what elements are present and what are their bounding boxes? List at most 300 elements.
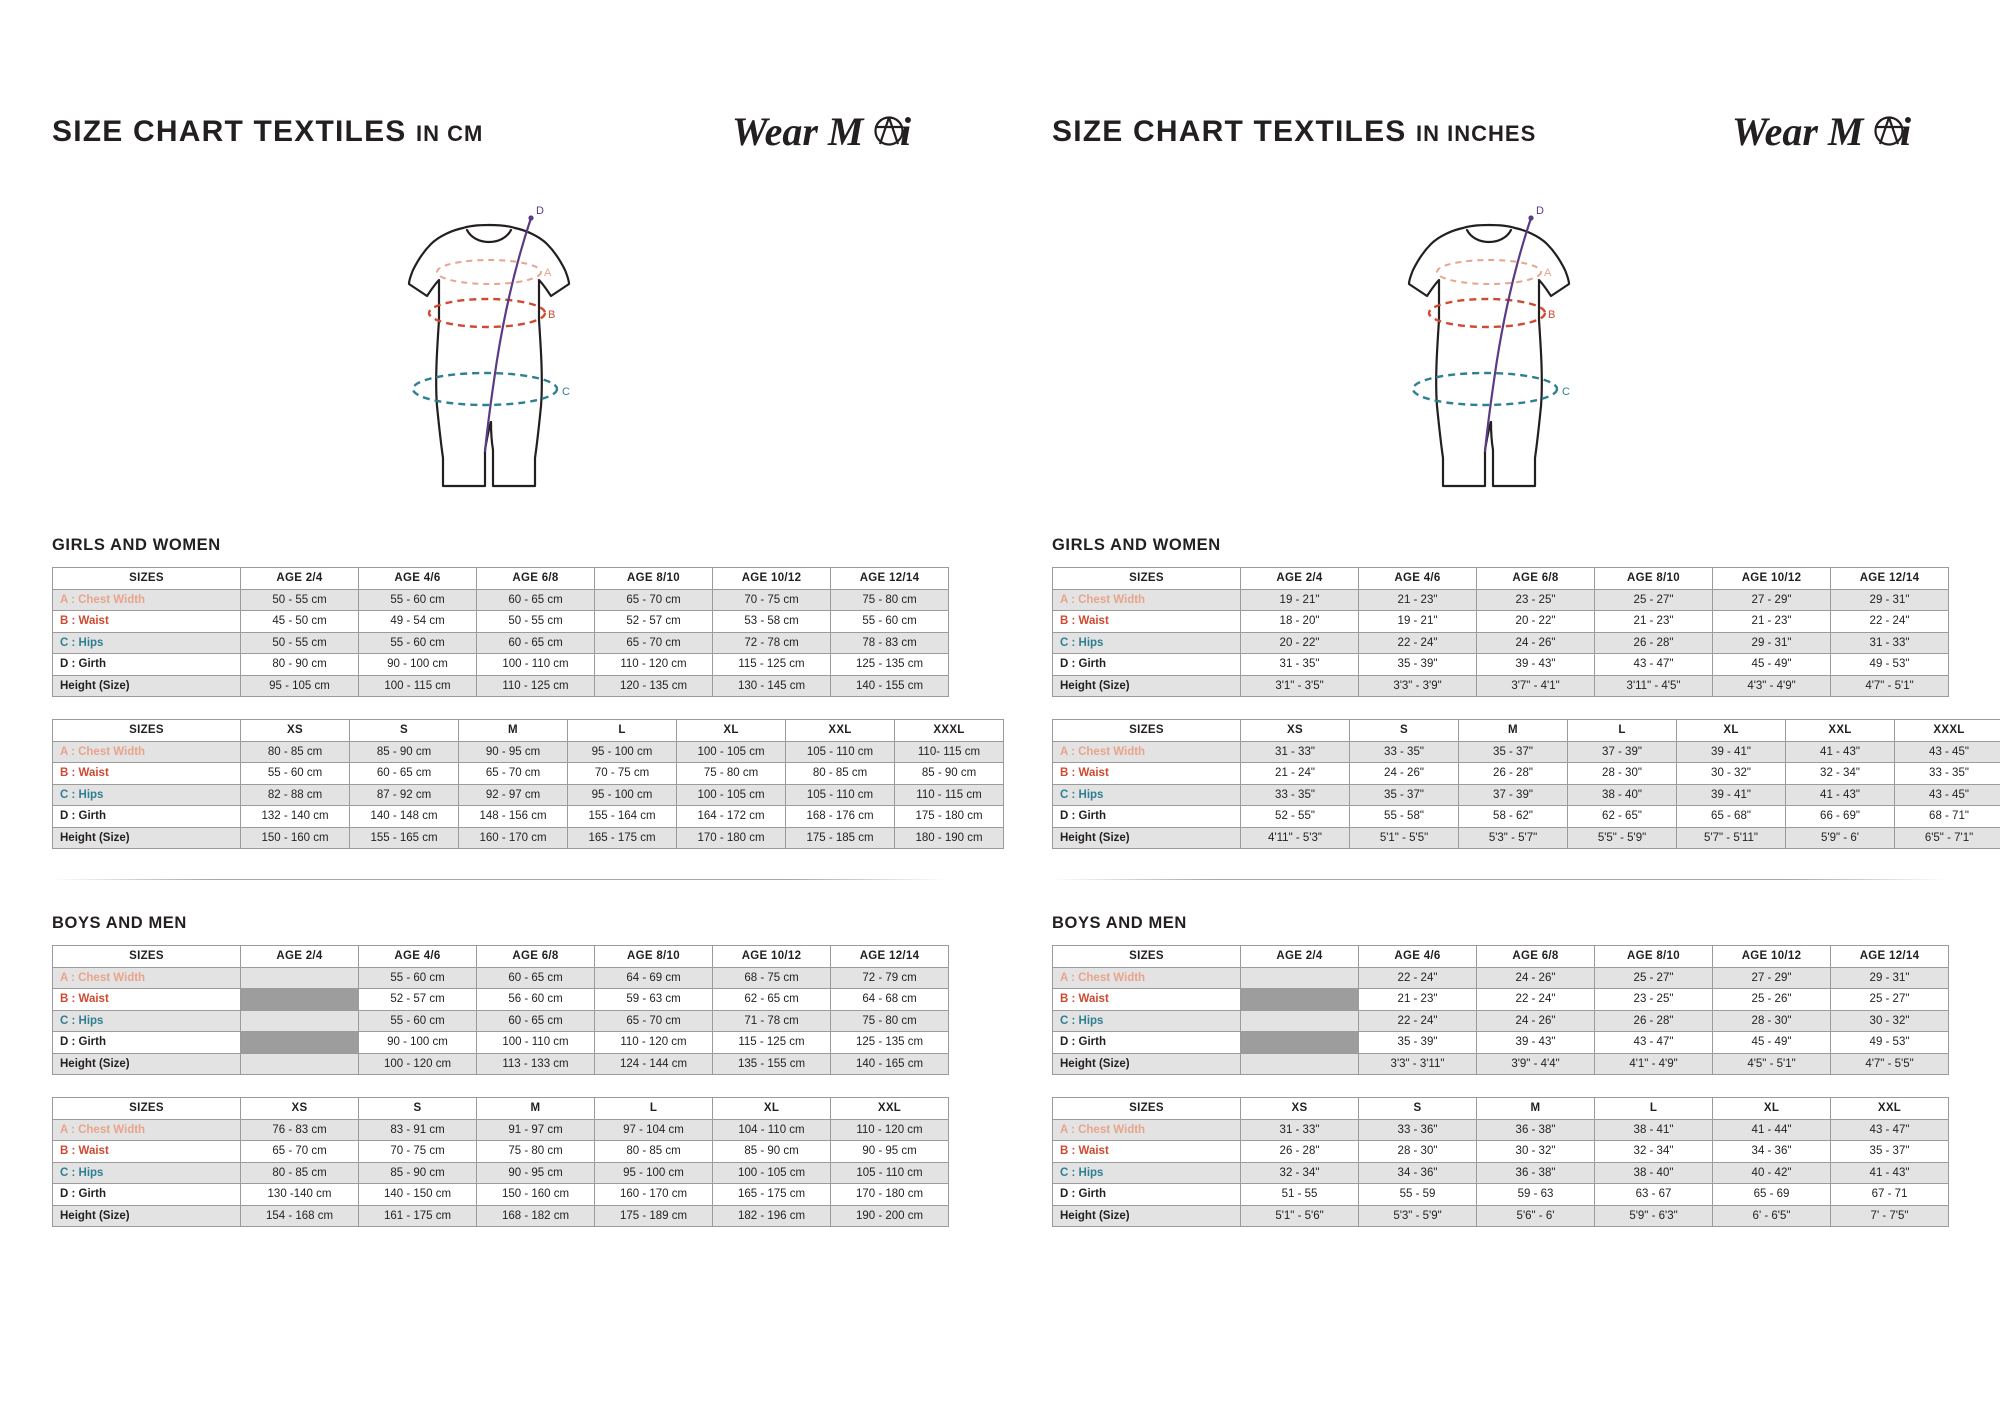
cell: 72 - 79 cm bbox=[831, 967, 949, 989]
cell: 65 - 70 cm bbox=[595, 1010, 713, 1032]
brand-logo-cm bbox=[732, 105, 948, 159]
cell: 70 - 75 cm bbox=[568, 763, 677, 785]
cell: 175 - 180 cm bbox=[895, 806, 1004, 828]
cell: 75 - 80 cm bbox=[831, 589, 949, 611]
table-row bbox=[53, 1141, 949, 1163]
table-header-row bbox=[53, 568, 949, 590]
cell: 75 - 80 cm bbox=[831, 1010, 949, 1032]
cell: 95 - 100 cm bbox=[568, 784, 677, 806]
title-main-inches: SIZE CHART TEXTILES bbox=[1052, 115, 1407, 148]
table-row bbox=[1053, 1162, 1949, 1184]
cell: 72 - 78 cm bbox=[713, 632, 831, 654]
col-header: XL bbox=[677, 720, 786, 742]
cell: 28 - 30" bbox=[1359, 1141, 1477, 1163]
table-row bbox=[53, 1162, 949, 1184]
cell: 39 - 43" bbox=[1477, 654, 1595, 676]
col-header: AGE 4/6 bbox=[1359, 946, 1477, 968]
cell: 6'5" - 7'1" bbox=[1895, 827, 2000, 849]
col-header: M bbox=[1477, 1098, 1595, 1120]
section-heading-girls-inches: GIRLS AND WOMEN bbox=[1052, 536, 1221, 554]
table-row bbox=[53, 1205, 949, 1227]
cell-blocked bbox=[1241, 967, 1359, 989]
col-header: AGE 6/8 bbox=[477, 946, 595, 968]
cell: 65 - 70 cm bbox=[595, 589, 713, 611]
col-header: XXXL bbox=[1895, 720, 2000, 742]
col-header: S bbox=[1350, 720, 1459, 742]
row-label: C : Hips bbox=[53, 632, 241, 654]
cell: 62 - 65 cm bbox=[713, 989, 831, 1011]
col-header: AGE 10/12 bbox=[713, 946, 831, 968]
svg-text:Wear M: Wear M bbox=[732, 109, 864, 154]
col-header: SIZES bbox=[53, 946, 241, 968]
cell: 63 - 67 bbox=[1595, 1184, 1713, 1206]
cell: 155 - 164 cm bbox=[568, 806, 677, 828]
cell: 43 - 47" bbox=[1831, 1119, 1949, 1141]
cell: 19 - 21" bbox=[1359, 611, 1477, 633]
table-row bbox=[53, 967, 949, 989]
cell: 25 - 27" bbox=[1595, 589, 1713, 611]
cell: 55 - 58" bbox=[1350, 806, 1459, 828]
cell: 150 - 160 cm bbox=[241, 827, 350, 849]
cell: 43 - 47" bbox=[1595, 654, 1713, 676]
cell: 23 - 25" bbox=[1595, 989, 1713, 1011]
cell: 70 - 75 cm bbox=[359, 1141, 477, 1163]
table-row bbox=[53, 806, 1004, 828]
cell-blocked bbox=[241, 967, 359, 989]
section-boys-men-inches bbox=[1052, 914, 1948, 1227]
row-label: A : Chest Width bbox=[53, 589, 241, 611]
cell: 65 - 69 bbox=[1713, 1184, 1831, 1206]
cell: 60 - 65 cm bbox=[350, 763, 459, 785]
row-label: D : Girth bbox=[53, 654, 241, 676]
cell: 39 - 43" bbox=[1477, 1032, 1595, 1054]
cell: 78 - 83 cm bbox=[831, 632, 949, 654]
cell: 43 - 45" bbox=[1895, 741, 2000, 763]
section-heading-boys-inches: BOYS AND MEN bbox=[1052, 914, 1187, 932]
cell: 110 - 120 cm bbox=[595, 1032, 713, 1054]
figure-label-c: C bbox=[562, 386, 570, 398]
cell: 95 - 100 cm bbox=[595, 1162, 713, 1184]
figure-label-b: B bbox=[1548, 309, 1556, 321]
cell: 31 - 33" bbox=[1241, 1119, 1359, 1141]
cell: 90 - 95 cm bbox=[477, 1162, 595, 1184]
cell: 26 - 28" bbox=[1241, 1141, 1359, 1163]
cell: 80 - 85 cm bbox=[786, 763, 895, 785]
cell: 168 - 182 cm bbox=[477, 1205, 595, 1227]
col-header: XL bbox=[1677, 720, 1786, 742]
col-header: M bbox=[1459, 720, 1568, 742]
cell: 24 - 26" bbox=[1477, 967, 1595, 989]
cell: 39 - 41" bbox=[1677, 784, 1786, 806]
cell: 55 - 59 bbox=[1359, 1184, 1477, 1206]
cell: 65 - 70 cm bbox=[241, 1141, 359, 1163]
row-label: B : Waist bbox=[53, 763, 241, 785]
cell: 110- 115 cm bbox=[895, 741, 1004, 763]
cell: 168 - 176 cm bbox=[786, 806, 895, 828]
row-label: D : Girth bbox=[53, 1184, 241, 1206]
row-label: B : Waist bbox=[1053, 989, 1241, 1011]
cell: 53 - 58 cm bbox=[713, 611, 831, 633]
table-girls-age-cm bbox=[52, 567, 949, 697]
cell: 38 - 41" bbox=[1595, 1119, 1713, 1141]
cell: 64 - 69 cm bbox=[595, 967, 713, 989]
table-row bbox=[1053, 675, 1949, 697]
cell: 100 - 110 cm bbox=[477, 1032, 595, 1054]
table-row bbox=[53, 741, 1004, 763]
row-label: B : Waist bbox=[53, 611, 241, 633]
cell: 148 - 156 cm bbox=[459, 806, 568, 828]
table-row bbox=[1053, 784, 2000, 806]
col-header: AGE 10/12 bbox=[1713, 568, 1831, 590]
table-row bbox=[53, 763, 1004, 785]
cell: 3'3" - 3'11" bbox=[1359, 1053, 1477, 1075]
table-row bbox=[1053, 632, 1949, 654]
row-label: B : Waist bbox=[1053, 611, 1241, 633]
row-label: Height (Size) bbox=[1053, 1205, 1241, 1227]
row-label: B : Waist bbox=[53, 1141, 241, 1163]
cell: 140 - 155 cm bbox=[831, 675, 949, 697]
table-header-row bbox=[1053, 946, 1949, 968]
col-header: XS bbox=[241, 720, 350, 742]
col-header: AGE 4/6 bbox=[359, 568, 477, 590]
cell: 23 - 25" bbox=[1477, 589, 1595, 611]
col-header: M bbox=[459, 720, 568, 742]
cell: 110 - 125 cm bbox=[477, 675, 595, 697]
cell: 182 - 196 cm bbox=[713, 1205, 831, 1227]
cell: 29 - 31" bbox=[1831, 967, 1949, 989]
cell: 68 - 75 cm bbox=[713, 967, 831, 989]
table-row bbox=[53, 1053, 949, 1075]
cell: 65 - 70 cm bbox=[459, 763, 568, 785]
cell: 155 - 165 cm bbox=[350, 827, 459, 849]
cell: 49 - 54 cm bbox=[359, 611, 477, 633]
cell: 41 - 43" bbox=[1786, 741, 1895, 763]
cell: 5'7" - 5'11" bbox=[1677, 827, 1786, 849]
row-label: C : Hips bbox=[53, 1162, 241, 1184]
table-row bbox=[53, 1119, 949, 1141]
cell: 190 - 200 cm bbox=[831, 1205, 949, 1227]
col-header: L bbox=[1595, 1098, 1713, 1120]
table-row bbox=[53, 1032, 949, 1054]
cell: 41 - 43" bbox=[1786, 784, 1895, 806]
cell: 95 - 100 cm bbox=[568, 741, 677, 763]
cell: 22 - 24" bbox=[1359, 1010, 1477, 1032]
table-boys-age-inches bbox=[1052, 945, 1949, 1075]
cell: 35 - 39" bbox=[1359, 1032, 1477, 1054]
cell: 30 - 32" bbox=[1831, 1010, 1949, 1032]
table-row bbox=[1053, 827, 2000, 849]
cell: 4'1" - 4'9" bbox=[1595, 1053, 1713, 1075]
cell: 175 - 189 cm bbox=[595, 1205, 713, 1227]
cell: 35 - 37" bbox=[1350, 784, 1459, 806]
row-label: A : Chest Width bbox=[1053, 967, 1241, 989]
cell: 67 - 71 bbox=[1831, 1184, 1949, 1206]
body-diagram-inches bbox=[1052, 200, 1948, 530]
col-header: L bbox=[1568, 720, 1677, 742]
cell: 27 - 29" bbox=[1713, 967, 1831, 989]
col-header: AGE 12/14 bbox=[1831, 568, 1949, 590]
cell: 100 - 105 cm bbox=[677, 784, 786, 806]
cell: 21 - 23" bbox=[1359, 589, 1477, 611]
cell: 32 - 34" bbox=[1241, 1162, 1359, 1184]
cell: 55 - 60 cm bbox=[359, 589, 477, 611]
cell: 18 - 20" bbox=[1241, 611, 1359, 633]
cell: 55 - 60 cm bbox=[241, 763, 350, 785]
figure-label-c: C bbox=[1562, 386, 1570, 398]
col-header: XS bbox=[1241, 1098, 1359, 1120]
cell: 38 - 40" bbox=[1568, 784, 1677, 806]
cell: 140 - 148 cm bbox=[350, 806, 459, 828]
cell: 45 - 49" bbox=[1713, 1032, 1831, 1054]
col-header: XXXL bbox=[895, 720, 1004, 742]
cell: 55 - 60 cm bbox=[359, 632, 477, 654]
title-unit-inches: IN INCHES bbox=[1416, 121, 1537, 146]
cell: 26 - 28" bbox=[1595, 1010, 1713, 1032]
svg-text:Wear M: Wear M bbox=[1732, 109, 1864, 154]
col-header: AGE 10/12 bbox=[713, 568, 831, 590]
body-diagram-cm bbox=[52, 200, 948, 530]
cell: 3'3" - 3'9" bbox=[1359, 675, 1477, 697]
cell: 20 - 22" bbox=[1241, 632, 1359, 654]
cell: 5'5" - 5'9" bbox=[1568, 827, 1677, 849]
cell: 100 - 110 cm bbox=[477, 654, 595, 676]
cell: 90 - 100 cm bbox=[359, 1032, 477, 1054]
table-girls-age-inches bbox=[1052, 567, 1949, 697]
cell-blocked bbox=[1241, 989, 1359, 1011]
row-label: C : Hips bbox=[1053, 1010, 1241, 1032]
cell: 3'11" - 4'5" bbox=[1595, 675, 1713, 697]
table-header-row bbox=[1053, 568, 1949, 590]
row-label: D : Girth bbox=[1053, 1184, 1241, 1206]
cell: 40 - 42" bbox=[1713, 1162, 1831, 1184]
cell: 165 - 175 cm bbox=[568, 827, 677, 849]
panel-header-inches bbox=[1052, 0, 1948, 158]
cell: 170 - 180 cm bbox=[677, 827, 786, 849]
cell: 35 - 37" bbox=[1459, 741, 1568, 763]
figure-label-a: A bbox=[1544, 267, 1552, 279]
section-divider-cm bbox=[52, 879, 948, 880]
cell: 28 - 30" bbox=[1568, 763, 1677, 785]
col-header: XXL bbox=[831, 1098, 949, 1120]
cell: 7' - 7'5" bbox=[1831, 1205, 1949, 1227]
cell: 24 - 26" bbox=[1477, 632, 1595, 654]
cell: 22 - 24" bbox=[1477, 989, 1595, 1011]
table-row bbox=[53, 654, 949, 676]
col-header: L bbox=[568, 720, 677, 742]
row-label: B : Waist bbox=[1053, 1141, 1241, 1163]
cell: 50 - 55 cm bbox=[477, 611, 595, 633]
cell: 31 - 35" bbox=[1241, 654, 1359, 676]
cell: 92 - 97 cm bbox=[459, 784, 568, 806]
section-divider-inches bbox=[1052, 879, 1948, 880]
cell: 34 - 36" bbox=[1713, 1141, 1831, 1163]
col-header: AGE 8/10 bbox=[595, 568, 713, 590]
cell: 5'9" - 6' bbox=[1786, 827, 1895, 849]
row-label: C : Hips bbox=[1053, 784, 1241, 806]
table-row bbox=[1053, 1053, 1949, 1075]
section-girls-women-inches bbox=[1052, 536, 1974, 849]
col-header: SIZES bbox=[1053, 720, 1241, 742]
cell: 58 - 62" bbox=[1459, 806, 1568, 828]
cell: 41 - 44" bbox=[1713, 1119, 1831, 1141]
table-girls-size-cm bbox=[52, 719, 1004, 849]
cell: 30 - 32" bbox=[1477, 1141, 1595, 1163]
cell: 50 - 55 cm bbox=[241, 589, 359, 611]
table-row bbox=[53, 632, 949, 654]
cell: 175 - 185 cm bbox=[786, 827, 895, 849]
cell: 120 - 135 cm bbox=[595, 675, 713, 697]
col-header: AGE 8/10 bbox=[1595, 568, 1713, 590]
cell: 22 - 24" bbox=[1359, 967, 1477, 989]
cell: 52 - 57 cm bbox=[595, 611, 713, 633]
cell: 90 - 95 cm bbox=[459, 741, 568, 763]
cell: 29 - 31" bbox=[1831, 589, 1949, 611]
cell: 105 - 110 cm bbox=[786, 741, 895, 763]
col-header: XXL bbox=[1831, 1098, 1949, 1120]
cell: 64 - 68 cm bbox=[831, 989, 949, 1011]
cell: 3'1" - 3'5" bbox=[1241, 675, 1359, 697]
cell: 135 - 155 cm bbox=[713, 1053, 831, 1075]
cell: 164 - 172 cm bbox=[677, 806, 786, 828]
row-label: A : Chest Width bbox=[53, 1119, 241, 1141]
cell: 24 - 26" bbox=[1350, 763, 1459, 785]
cell: 59 - 63 bbox=[1477, 1184, 1595, 1206]
cell: 68 - 71" bbox=[1895, 806, 2000, 828]
cell: 4'5" - 5'1" bbox=[1713, 1053, 1831, 1075]
row-label: Height (Size) bbox=[53, 1053, 241, 1075]
col-header: L bbox=[595, 1098, 713, 1120]
cell: 33 - 36" bbox=[1359, 1119, 1477, 1141]
row-label: B : Waist bbox=[1053, 763, 1241, 785]
cell-blocked bbox=[241, 1053, 359, 1075]
col-header: AGE 8/10 bbox=[1595, 946, 1713, 968]
col-header: S bbox=[350, 720, 459, 742]
cell: 80 - 85 cm bbox=[241, 1162, 359, 1184]
cell: 110 - 120 cm bbox=[595, 654, 713, 676]
table-girls-size-inches bbox=[1052, 719, 2000, 849]
row-label: C : Hips bbox=[1053, 632, 1241, 654]
cell: 170 - 180 cm bbox=[831, 1184, 949, 1206]
row-label: Height (Size) bbox=[1053, 675, 1241, 697]
col-header: AGE 12/14 bbox=[1831, 946, 1949, 968]
table-header-row bbox=[53, 720, 1004, 742]
cell: 60 - 65 cm bbox=[477, 967, 595, 989]
col-header: SIZES bbox=[53, 720, 241, 742]
table-row bbox=[53, 589, 949, 611]
cell: 71 - 78 cm bbox=[713, 1010, 831, 1032]
page-title-cm bbox=[52, 115, 483, 149]
cell: 56 - 60 cm bbox=[477, 989, 595, 1011]
cell: 132 - 140 cm bbox=[241, 806, 350, 828]
row-label: A : Chest Width bbox=[53, 741, 241, 763]
cell: 115 - 125 cm bbox=[713, 1032, 831, 1054]
table-row bbox=[53, 989, 949, 1011]
cell: 36 - 38" bbox=[1477, 1162, 1595, 1184]
figure-label-d: D bbox=[1536, 205, 1544, 217]
cell: 150 - 160 cm bbox=[477, 1184, 595, 1206]
cell: 80 - 90 cm bbox=[241, 654, 359, 676]
col-header: AGE 12/14 bbox=[831, 946, 949, 968]
cell: 60 - 65 cm bbox=[477, 1010, 595, 1032]
row-label: Height (Size) bbox=[53, 827, 241, 849]
cell: 35 - 37" bbox=[1831, 1141, 1949, 1163]
cell: 19 - 21" bbox=[1241, 589, 1359, 611]
cell: 43 - 45" bbox=[1895, 784, 2000, 806]
cell: 140 - 165 cm bbox=[831, 1053, 949, 1075]
cell: 80 - 85 cm bbox=[595, 1141, 713, 1163]
cell: 5'1" - 5'6" bbox=[1241, 1205, 1359, 1227]
cell: 160 - 170 cm bbox=[595, 1184, 713, 1206]
cell: 26 - 28" bbox=[1459, 763, 1568, 785]
cell: 3'7" - 4'1" bbox=[1477, 675, 1595, 697]
cell: 26 - 28" bbox=[1595, 632, 1713, 654]
cell: 21 - 23" bbox=[1595, 611, 1713, 633]
cell: 105 - 110 cm bbox=[786, 784, 895, 806]
col-header: SIZES bbox=[53, 1098, 241, 1120]
table-row bbox=[1053, 589, 1949, 611]
cell: 32 - 34" bbox=[1595, 1141, 1713, 1163]
cell: 59 - 63 cm bbox=[595, 989, 713, 1011]
table-header-row bbox=[1053, 1098, 1949, 1120]
section-boys-men-cm bbox=[52, 914, 948, 1227]
col-header: AGE 10/12 bbox=[1713, 946, 1831, 968]
cell-blocked bbox=[241, 1010, 359, 1032]
cell: 95 - 105 cm bbox=[241, 675, 359, 697]
cell: 45 - 50 cm bbox=[241, 611, 359, 633]
table-row bbox=[1053, 1141, 1949, 1163]
col-header: M bbox=[477, 1098, 595, 1120]
cell: 85 - 90 cm bbox=[359, 1162, 477, 1184]
row-label: C : Hips bbox=[1053, 1162, 1241, 1184]
col-header: AGE 2/4 bbox=[1241, 946, 1359, 968]
row-label: C : Hips bbox=[53, 1010, 241, 1032]
cell-blocked bbox=[1241, 1053, 1359, 1075]
cell: 180 - 190 cm bbox=[895, 827, 1004, 849]
col-header: AGE 4/6 bbox=[1359, 568, 1477, 590]
col-header: S bbox=[1359, 1098, 1477, 1120]
section-heading-girls-cm: GIRLS AND WOMEN bbox=[52, 536, 221, 554]
col-header: XXL bbox=[1786, 720, 1895, 742]
table-boys-size-cm bbox=[52, 1097, 949, 1227]
cell: 65 - 70 cm bbox=[595, 632, 713, 654]
figure-label-b: B bbox=[548, 309, 556, 321]
cell: 25 - 26" bbox=[1713, 989, 1831, 1011]
table-row bbox=[1053, 989, 1949, 1011]
col-header: SIZES bbox=[1053, 946, 1241, 968]
cell: 5'1" - 5'5" bbox=[1350, 827, 1459, 849]
cell: 100 - 105 cm bbox=[677, 741, 786, 763]
cell: 51 - 55 bbox=[1241, 1184, 1359, 1206]
cell: 41 - 43" bbox=[1831, 1162, 1949, 1184]
cell: 45 - 49" bbox=[1713, 654, 1831, 676]
row-label: A : Chest Width bbox=[1053, 589, 1241, 611]
cell: 85 - 90 cm bbox=[895, 763, 1004, 785]
cell: 75 - 80 cm bbox=[677, 763, 786, 785]
cell: 104 - 110 cm bbox=[713, 1119, 831, 1141]
table-header-row bbox=[1053, 720, 2000, 742]
table-row bbox=[1053, 741, 2000, 763]
cell: 38 - 40" bbox=[1595, 1162, 1713, 1184]
col-header: AGE 4/6 bbox=[359, 946, 477, 968]
cell: 105 - 110 cm bbox=[831, 1162, 949, 1184]
cell: 22 - 24" bbox=[1359, 632, 1477, 654]
cell: 30 - 32" bbox=[1677, 763, 1786, 785]
page-title-inches bbox=[1052, 115, 1536, 149]
figure-label-a: A bbox=[544, 267, 552, 279]
brand-logo-inches bbox=[1732, 105, 1948, 159]
cell: 6' - 6'5" bbox=[1713, 1205, 1831, 1227]
cell: 25 - 27" bbox=[1831, 989, 1949, 1011]
